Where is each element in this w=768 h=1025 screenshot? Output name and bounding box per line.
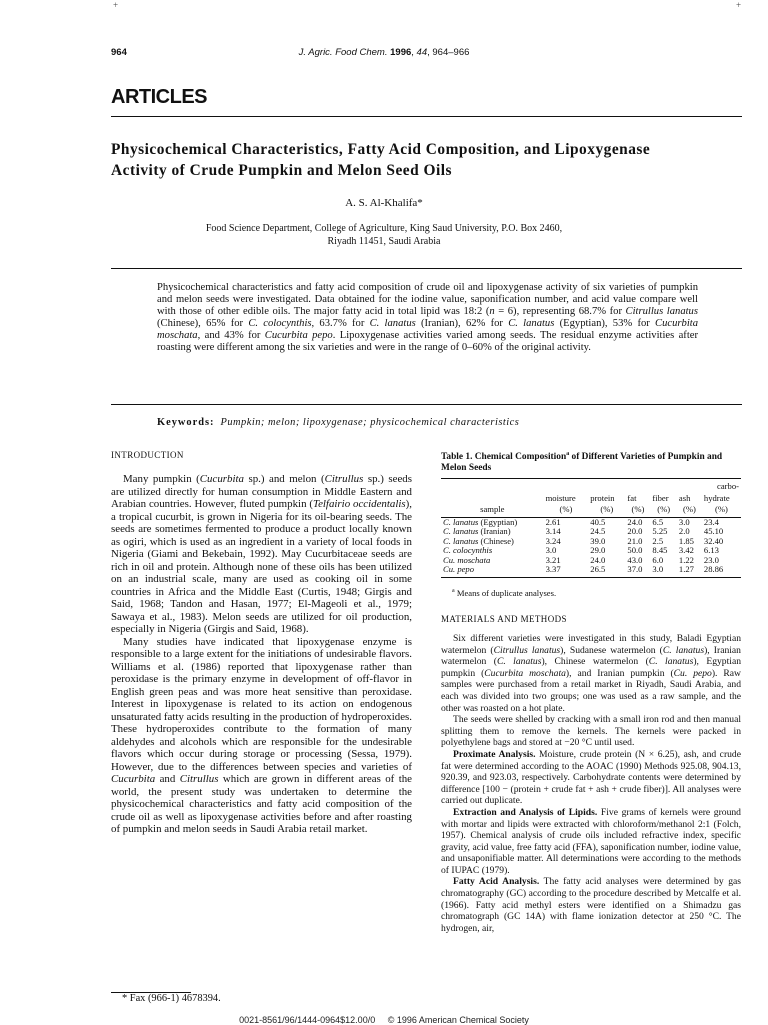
table-cell-value: 1.27: [677, 565, 702, 577]
sample-species: Cu. pepo: [443, 564, 475, 575]
body-text: ), and Iranian pumpkin (: [565, 667, 674, 679]
body-text: sp.) seeds are utilized directly for human consumption in Middle Eastern and Arabian countries. However, fluted pumpkin (: [111, 473, 412, 510]
species-name: C. lanatus: [508, 318, 555, 330]
italic-term: Cucurbita: [199, 473, 244, 485]
sample-species: C. lanatus: [443, 535, 479, 546]
run-in-heading: Fatty Acid Analysis.: [453, 876, 540, 888]
body-text: ), Chinese watermelon (: [541, 656, 649, 668]
table-cell-value: 2.0: [678, 526, 690, 537]
table-cell-value: 29.0: [590, 545, 606, 556]
species-name: Citrullus lanatus: [625, 306, 698, 318]
table-body: [441, 517, 741, 578]
column-header-sample: sample: [441, 505, 544, 517]
table1-caption-text: Table 1. Chemical Composition: [441, 452, 567, 463]
table-cell-value: 21.0: [627, 535, 643, 546]
header-rule: [111, 116, 742, 117]
table-cell-value: 6.5: [652, 516, 664, 527]
italic-term: C. lanatus: [496, 656, 542, 668]
journal-citation-text: [299, 47, 470, 58]
table-cell-value: 2.5: [652, 535, 664, 546]
keywords: [157, 417, 519, 428]
table-cell-value: 37.0: [625, 565, 650, 577]
abstract-text: (Egyptian), 53% for: [554, 318, 656, 330]
body-text: sp.) and melon (: [243, 473, 325, 485]
journal-citation-part: ,: [411, 47, 417, 58]
abstract-text: , 63.7% for: [311, 318, 370, 330]
species-name: C. lanatus: [369, 318, 416, 330]
introduction-body: [111, 473, 412, 836]
journal-citation: [0, 47, 768, 58]
table-cell-value: 3.24: [545, 535, 561, 546]
table-cell-value: 5.25: [652, 526, 668, 537]
abstract-text: . Lipoxygenase activities varied among seeds. The residual enzyme activities after roasting were different among the six varieties and were in the range of 0–60% of the original activity.: [157, 330, 699, 354]
affiliation: [0, 222, 768, 248]
table-cell-value: 45.10: [703, 526, 724, 537]
column-unit: (%): [588, 505, 625, 517]
column-header-spacer: [588, 479, 625, 494]
table-cell-value: 23.0: [703, 554, 719, 565]
table-cell-value: 24.0: [627, 516, 643, 527]
section-label: ARTICLES: [111, 86, 207, 108]
table1-caption: [441, 449, 741, 474]
table-cell-value: 28.86: [702, 565, 741, 577]
corner-mark-right: +: [736, 0, 742, 10]
article-title: Physicochemical Characteristics, Fatty Acid Composition, and Lipoxygenase Activity of Crude Pumpkin and Melon Seed Oils: [111, 141, 651, 179]
italic-term: Citrullus: [324, 473, 364, 485]
abstract-text: Physicochemical characteristics and fatty acid composition of crude oil and lipoxygenase activity of six varieties of pumpkin and melon seeds were investigated. Data obtained for the iodine value, saponification number, and acid value compare well with those of other edible oils. The major fatty acid in total lipid was 18:2 (: [157, 282, 698, 318]
table-cell-value: 3.0: [678, 516, 690, 527]
italic-term: C. lanatus: [648, 656, 694, 668]
methods-paragraph: [441, 714, 741, 749]
italic-term: Cucurbita: [111, 773, 156, 785]
table-cell-value: 43.0: [627, 554, 643, 565]
run-in-heading: Proximate Analysis.: [453, 748, 536, 760]
table-cell-value: 2.61: [545, 516, 561, 527]
table-cell-value: 6.0: [652, 554, 664, 565]
column-header-hydrate: hydrate: [703, 492, 730, 503]
table-cell-value: 6.13: [703, 545, 719, 556]
author-line: A. S. Al-Khalifa*: [345, 197, 423, 209]
species-name: Cucurbita pepo: [264, 330, 333, 342]
table-cell-value: 1.22: [678, 554, 694, 565]
methods-heading: MATERIALS AND METHODS: [441, 614, 567, 624]
table1-caption-sup: a: [566, 451, 570, 457]
column-header-spacer: [441, 479, 544, 494]
body-text: and: [155, 773, 180, 785]
table-cell-value: 23.4: [703, 516, 719, 527]
column-unit: (%): [702, 505, 741, 517]
column-header-spacer: [625, 479, 650, 494]
italic-term: Cu. pepo: [673, 667, 712, 679]
column-header-spacer: [677, 479, 702, 494]
introduction-heading: INTRODUCTION: [111, 450, 184, 460]
body-text: ). Raw samples were purchased from a retail market in Riyadh, Saudi Arabia, and each was divided into two groups; one was used as a raw sample, and the other was roasted on a hot plate.: [441, 667, 741, 714]
body-text: ), Iranian watermelon (: [441, 644, 741, 668]
copyright-line: 0021-8561/96/1444-0964$12.00/0 © 1996 American Chemical Society: [239, 1015, 529, 1025]
sample-species: Cu. moschata: [443, 554, 491, 565]
page-number: 964: [111, 47, 127, 58]
body-text: The seeds were shelled by cracking with a small iron rod and then manual splitting them to remove the kernels. The kernels were packed in polyethylene bags and stored at −20 °C until used.: [441, 714, 741, 749]
table-cell-value: 24.5: [590, 526, 606, 537]
body-text: Many studies have indicated that lipoxygenase enzyme is responsible to a large extent for the initiations of undesirable flavors. Williams et al. (1986) reported that lipoxygenase rather than peroxidase is the primary enzyme in development of off-flavor in English green peas and was more heat sensitive than peroxidase. Interest in lipoxygenase is related to its action on endogenous unsaturated fatty acids resulting in the production of hydroperoxides. These hydroperoxides contribute to the formation of many aldehydes and alcohols which are responsible for the undesirable flavors which occur during storage or processing (Sessa, 1979). However, due to the differences between species and varieties of: [111, 635, 412, 773]
methods-body: [441, 633, 741, 934]
abstract-text: (Iranian), 62% for: [415, 318, 509, 330]
run-in-heading: Extraction and Analysis of Lipids.: [453, 806, 598, 818]
species-name: Cucurbita moschata: [157, 318, 699, 342]
abstract-text: (Chinese), 65% for: [157, 318, 249, 330]
table-cell-value: 24.0: [590, 554, 606, 565]
table-cell-value: 3.14: [545, 526, 561, 537]
column-unit: (%): [650, 505, 677, 517]
table-cell-value: 8.45: [652, 545, 668, 556]
composition-table: [441, 478, 741, 578]
sample-origin: (Iranian): [478, 526, 511, 537]
methods-paragraph: [441, 807, 741, 877]
table1-footnote-text: Means of duplicate analyses.: [454, 588, 557, 598]
table-cell-value: 1.85: [678, 535, 694, 546]
column-header-ash: ash: [678, 492, 691, 503]
body-text: which are grown in different areas of the world, the present study was undertaken to determine the physicochemical characteristics and fatty acid composition of the crude oil as well as lipoxygenase activities before and after roasting of pumpkin and melon seeds in Saudi Arabia retail market.: [111, 773, 413, 835]
abstract-text: , and 43% for: [197, 330, 265, 342]
column-header-protein: protein: [590, 492, 615, 503]
abstract-rule-top: [111, 268, 742, 269]
body-text: Six different varieties were investigated in this study, Baladi Egyptian watermelon (: [441, 633, 741, 656]
column-header-fiber: fiber: [652, 492, 669, 503]
italic-term: C. lanatus: [662, 644, 705, 656]
column-header-moisture: moisture: [545, 492, 576, 503]
introduction-paragraph: [111, 473, 412, 636]
journal-citation-part: , 964–966: [427, 47, 470, 58]
table-cell-value: 32.40: [703, 535, 724, 546]
table1-footnote: [452, 588, 556, 598]
table-cell-value: 3.37: [544, 565, 589, 577]
body-text: ), Egyptian pumpkin (: [441, 656, 741, 679]
italic-term: Cucurbita moschata: [484, 667, 566, 679]
column-header-spacer: [544, 479, 589, 494]
italic-term: Telfairio occidentalis: [313, 498, 406, 510]
methods-paragraph: [441, 749, 741, 807]
keywords-label: Keywords:: [157, 417, 215, 428]
italic-term: Citrullus lanatus: [493, 644, 561, 656]
sample-species: C. colocynthis: [443, 545, 493, 556]
table-cell-value: 3.0: [650, 565, 677, 577]
column-unit: (%): [625, 505, 650, 517]
table-cell-value: 39.0: [590, 535, 606, 546]
table-cell-value: 50.0: [627, 545, 643, 556]
keywords-text: Pumpkin; melon; lipoxygenase; physicochemical characteristics: [220, 417, 520, 428]
body-text: The fatty acid analyses were determined by gas chromatography (GC) according to the procedure described by Metcalfe et al. (1966). Fatty acid methyl esters were identified on a Shimadzu gas chromatograph (GC 14A) with flame ionization detector at 250 °C. The hydrogen, air,: [441, 876, 741, 934]
sample-species: C. lanatus: [443, 526, 479, 537]
column-header-spacer: [650, 479, 677, 494]
introduction-paragraph: [111, 636, 412, 836]
table1-footnote-sup: a: [452, 588, 455, 595]
body-text: ), a tropical cucurbit, is grown in Nigeria for its oil-bearing seeds. The seeds are sometimes fermented to produce a product locally known as ogiri, which is used as an ingredient in a variety of local foods in Nigeria (Giami and Bekebain, 1992). May Cucurbitaceae seeds are rich in oil and protein. Although none of these oils has been utilized on an industrial scale, many are used as cooking oil in some countries in Africa and the Middle East (Curtis, 1948; Girgis and Said, 1968; Tandon and Hasan, 1977; El-Mageoli et al., 1979; Sawaya et al., 1983). Melon seeds are utilized for oil production, especially in Nigeria (Girgis and Said, 1968).: [111, 498, 412, 635]
abstract: [157, 282, 698, 355]
sample-species: C. lanatus: [443, 516, 479, 527]
body-text: Five grams of kernels were ground with mortar and lipids were extracted with chloroform/methanol 2:1 (Folch, 1957). Chemical analysis of crude oils included refractive index, specific gravity, acid value, free fatty acid (FFA), saponification number, iodine value, and unsaponifiable matter. All determinations were according to the methods of IUPAC (1979).: [441, 806, 741, 876]
methods-paragraph: [441, 876, 741, 934]
table-row: [441, 565, 741, 577]
table-cell-value: 3.42: [678, 545, 694, 556]
table-cell-value: 20.0: [627, 526, 643, 537]
table-cell-value: 3.21: [545, 554, 561, 565]
body-text: Many pumpkin (: [123, 473, 200, 485]
table-cell-sample: [441, 565, 544, 577]
table1-caption-text: of Different Varieties of Pumpkin and Melon Seeds: [441, 452, 723, 474]
column-unit: (%): [544, 505, 589, 517]
methods-paragraph: [441, 633, 741, 714]
abstract-var: n: [489, 306, 495, 318]
table-cell-value: 40.5: [590, 516, 606, 527]
column-header-carbo: carbo-: [717, 481, 739, 491]
journal-citation-part: J. Agric. Food Chem.: [298, 47, 391, 58]
column-header-fat: fat: [627, 492, 637, 503]
corner-mark-left: +: [113, 0, 119, 10]
species-name: C. colocynthis: [248, 318, 312, 330]
sample-origin: (Chinese): [478, 535, 514, 546]
affiliation-line-2: Riyadh 11451, Saudi Arabia: [327, 236, 441, 247]
abstract-text: = 6), representing 68.7% for: [494, 306, 626, 318]
table-cell-value: 3.0: [545, 545, 557, 556]
table-cell-value: 26.5: [588, 565, 625, 577]
journal-citation-part: 1996: [390, 47, 412, 58]
affiliation-line-1: Food Science Department, College of Agriculture, King Saud University, P.O. Box 2460,: [205, 223, 563, 234]
sample-origin: (Egyptian): [478, 516, 518, 527]
abstract-rule-bottom: [111, 404, 742, 405]
journal-citation-part: 44: [416, 47, 428, 58]
column-unit: (%): [677, 505, 702, 517]
body-text: Moisture, crude protein (N × 6.25), ash, and crude fat were determined according to the AOAC (1990) Methods 925.08, 904.13, 920.39, and 923.03, respectively. Carbohydrate contents were determined by difference [100 − (protein + crude fat + ash + crude fiber)]. All analyses were carried out duplicate.: [441, 748, 741, 807]
author-footnote: * Fax (966-1) 4678394.: [122, 993, 221, 1004]
body-text: ), Sudanese watermelon (: [560, 644, 663, 656]
italic-term: Citrullus: [179, 773, 219, 785]
